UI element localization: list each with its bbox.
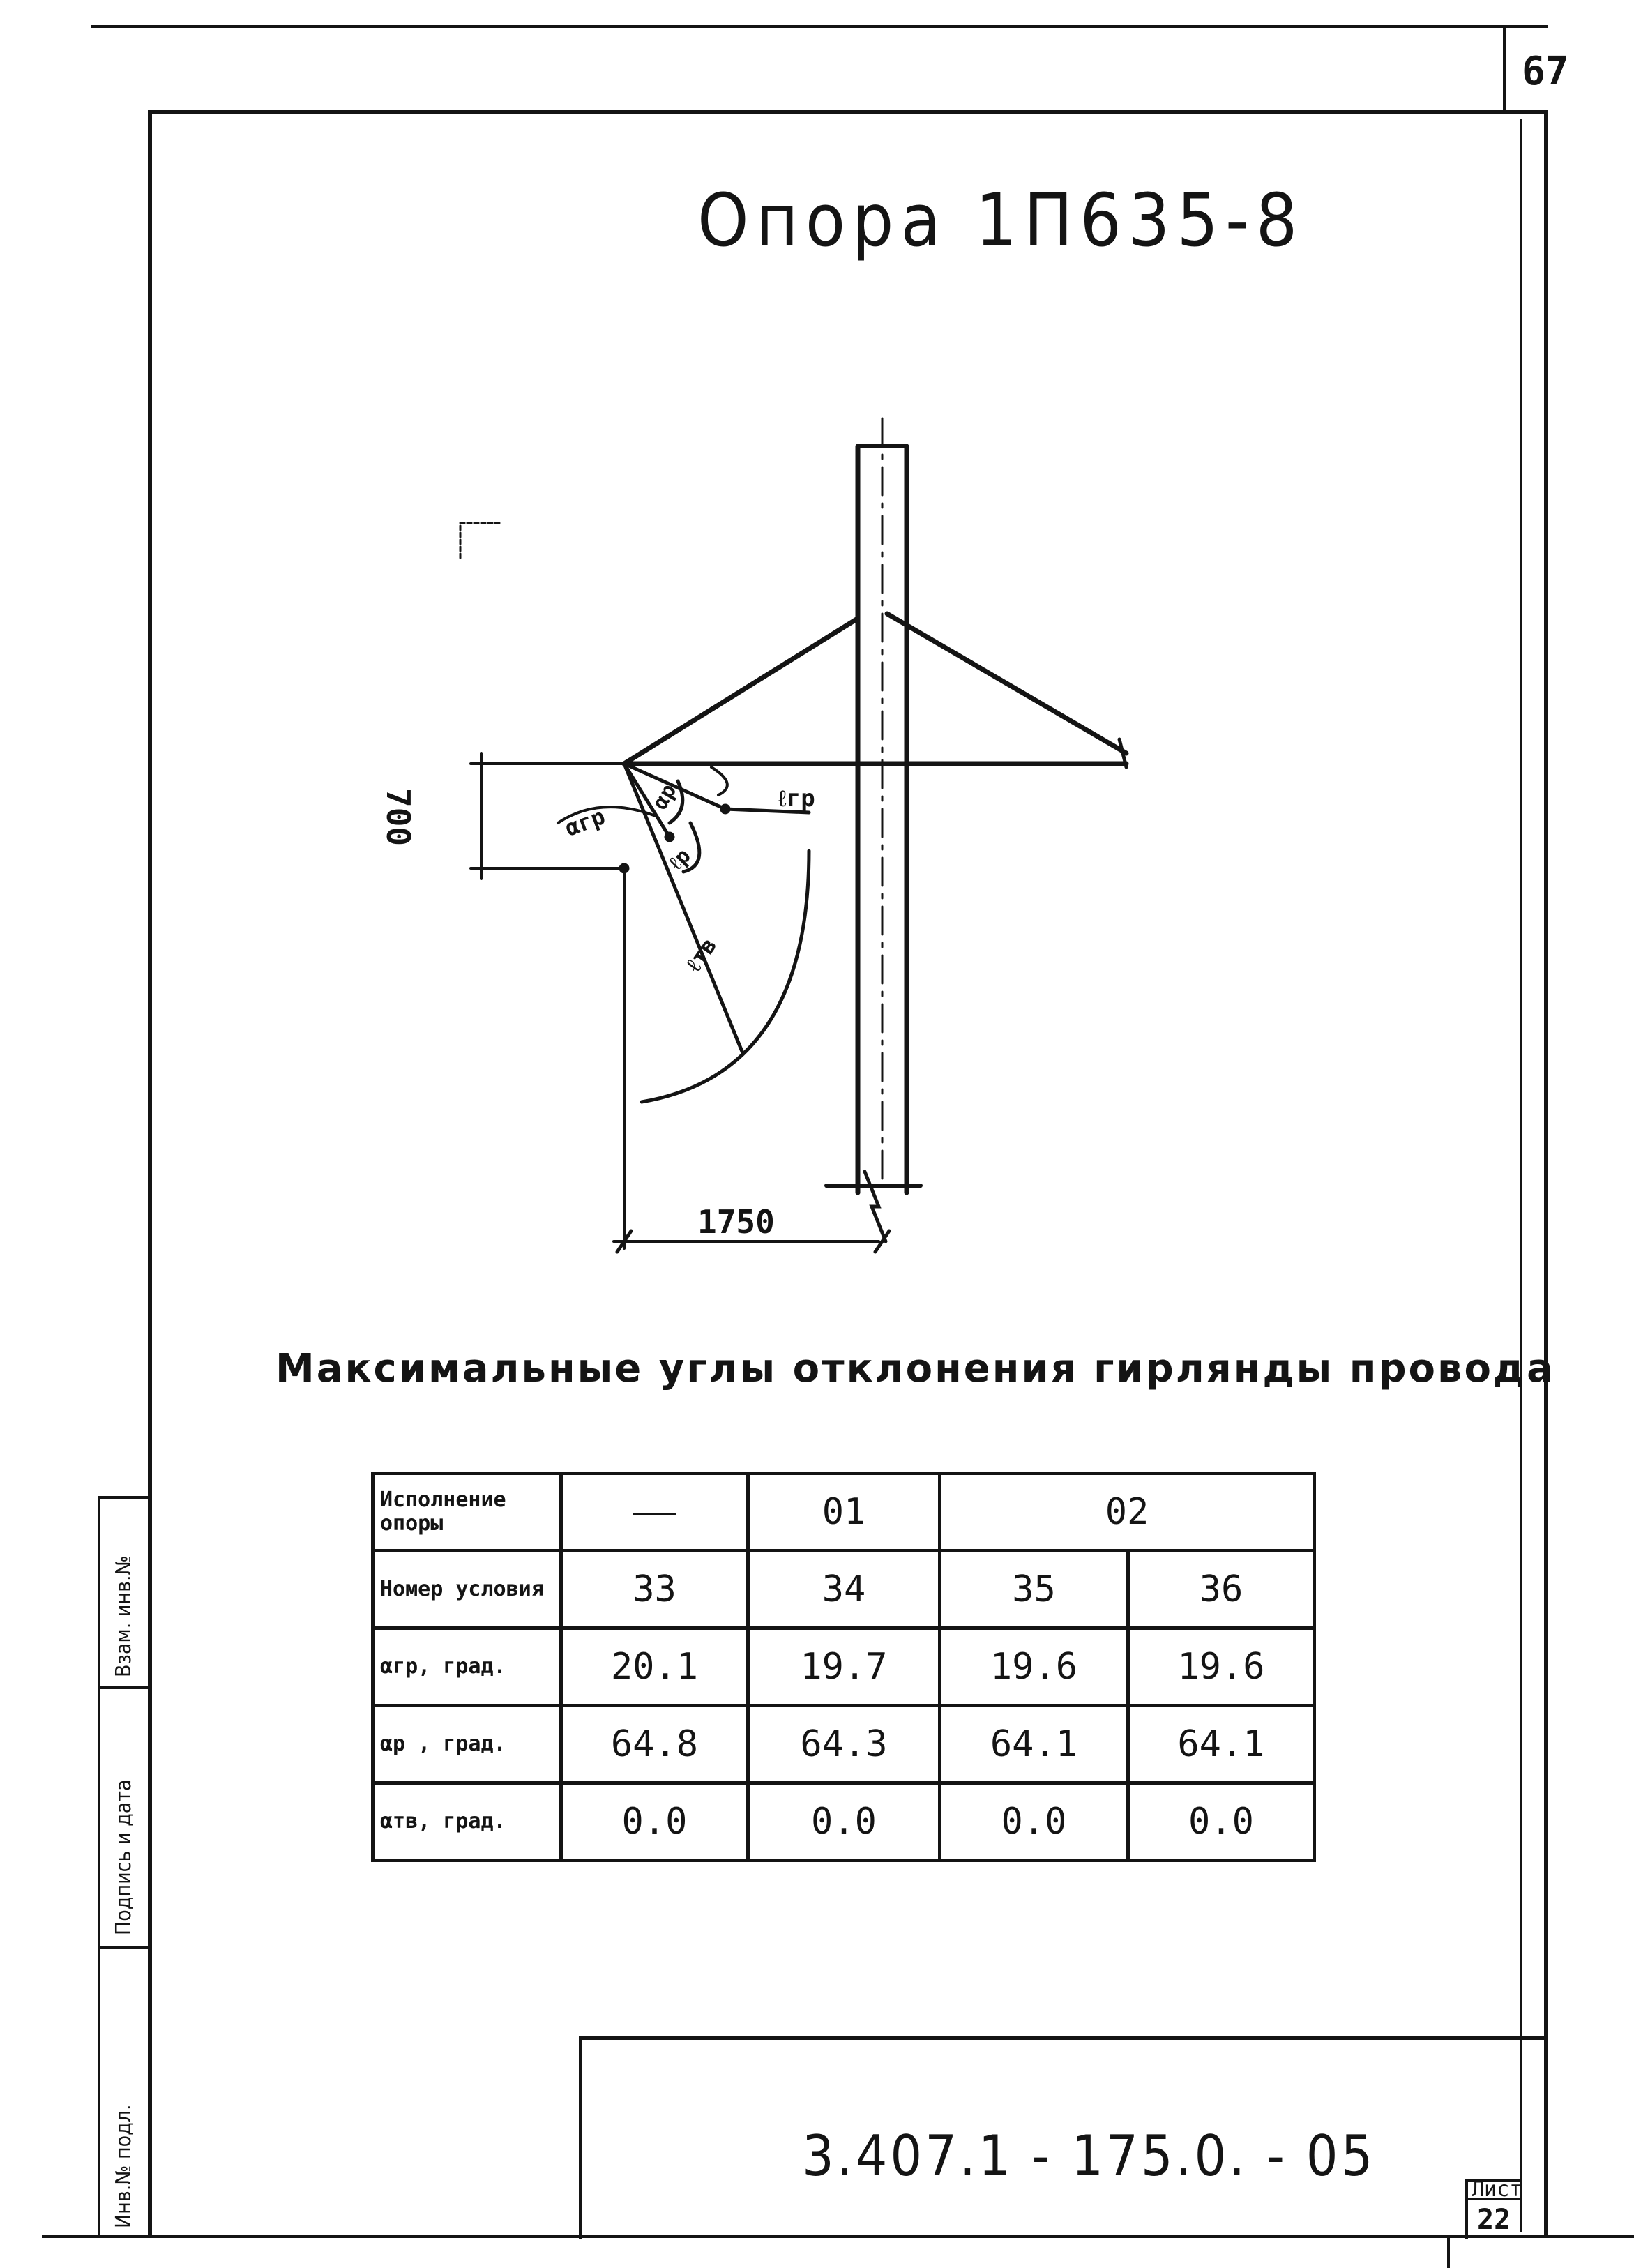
table-cell: 0.0 (1128, 1783, 1315, 1861)
stamp-divider-2 (98, 1686, 151, 1689)
node-gr (665, 832, 674, 842)
top-edge-line (91, 25, 1548, 28)
table-cell: 19.6 (940, 1628, 1128, 1706)
table-cell: 0.0 (748, 1783, 940, 1861)
row-label: Номер условия (373, 1551, 561, 1628)
table-caption: Максимальные углы отклонения гирлянды провода (275, 1346, 1555, 1391)
table-cell: 02 (940, 1474, 1315, 1551)
table-cell: 0.0 (940, 1783, 1128, 1861)
table-cell: —— (561, 1474, 748, 1551)
arc-large (642, 851, 809, 1102)
table-cell: 34 (748, 1551, 940, 1628)
page-title: Опора 1П635-8 (697, 178, 1305, 263)
table-cell: 64.1 (1128, 1706, 1315, 1783)
row-label: αгр, град. (373, 1628, 561, 1706)
table-cell: 36 (1128, 1551, 1315, 1628)
document-code: 3.407.1 - 175.0. - 05 (802, 2124, 1376, 2188)
break-mark (865, 1172, 886, 1241)
label-te: ℓтв (680, 932, 723, 977)
page-number: 67 (1522, 49, 1569, 94)
table-row (373, 1474, 1315, 1551)
frame-bottom (42, 2235, 1634, 2238)
page-number-divider (1503, 27, 1506, 110)
title-block-left (579, 2036, 582, 2239)
row-label: αр , град. (373, 1706, 561, 1783)
title-block-top (579, 2036, 1548, 2040)
left-brace (624, 619, 856, 764)
frame-top (148, 110, 1548, 114)
dim-1750-label: 1750 (697, 1203, 775, 1241)
table-cell: 0.0 (561, 1783, 748, 1861)
table-row (373, 1628, 1315, 1706)
table-cell: 64.8 (561, 1706, 748, 1783)
table-row (373, 1783, 1315, 1861)
frame-right-inner (1520, 119, 1522, 2232)
table-cell: 19.7 (748, 1628, 940, 1706)
frame-right (1544, 110, 1548, 2237)
row-label: Исполнение опоры (373, 1474, 561, 1551)
table-row (373, 1551, 1315, 1628)
table-cell: 64.1 (940, 1706, 1128, 1783)
label-gr: ℓгр (778, 785, 815, 812)
bottom-tick (1447, 2235, 1450, 2268)
stamp-replaces-inv: Взам. инв.№ (112, 1555, 136, 1677)
row-label: αтв, град. (373, 1783, 561, 1861)
table-row (373, 1706, 1315, 1783)
table-cell: 20.1 (561, 1628, 748, 1706)
stamp-signature-date: Подпись и дата (112, 1779, 136, 1935)
stamp-divider-1 (98, 1496, 151, 1499)
corner-mark (460, 523, 502, 558)
arc-alpha-r (711, 767, 727, 795)
label-gr2: ℓр (663, 843, 696, 876)
node-r (720, 804, 730, 814)
dim-700-label: 700 (379, 788, 417, 847)
table-cell: 01 (748, 1474, 940, 1551)
frame-left (148, 110, 152, 2237)
stamp-divider-3 (98, 1946, 151, 1949)
sheet-number: 22 (1477, 2204, 1511, 2236)
table-cell: 33 (561, 1551, 748, 1628)
table-cell: 64.3 (748, 1706, 940, 1783)
sheet-label: Лист (1472, 2177, 1522, 2202)
label-alpha-gr: αгр (561, 803, 609, 842)
table-cell: 19.6 (1128, 1628, 1315, 1706)
label-alpha-r: αр (647, 780, 682, 814)
stamp-strip-left (98, 1496, 100, 2235)
right-brace (887, 614, 1126, 753)
support-drawing (418, 405, 1186, 1297)
sheet-box-left (1465, 2179, 1468, 2239)
deflection-table (371, 1472, 1316, 1862)
stamp-inv-number: Инв.№ подл. (112, 2104, 136, 2228)
table-cell: 35 (940, 1551, 1128, 1628)
